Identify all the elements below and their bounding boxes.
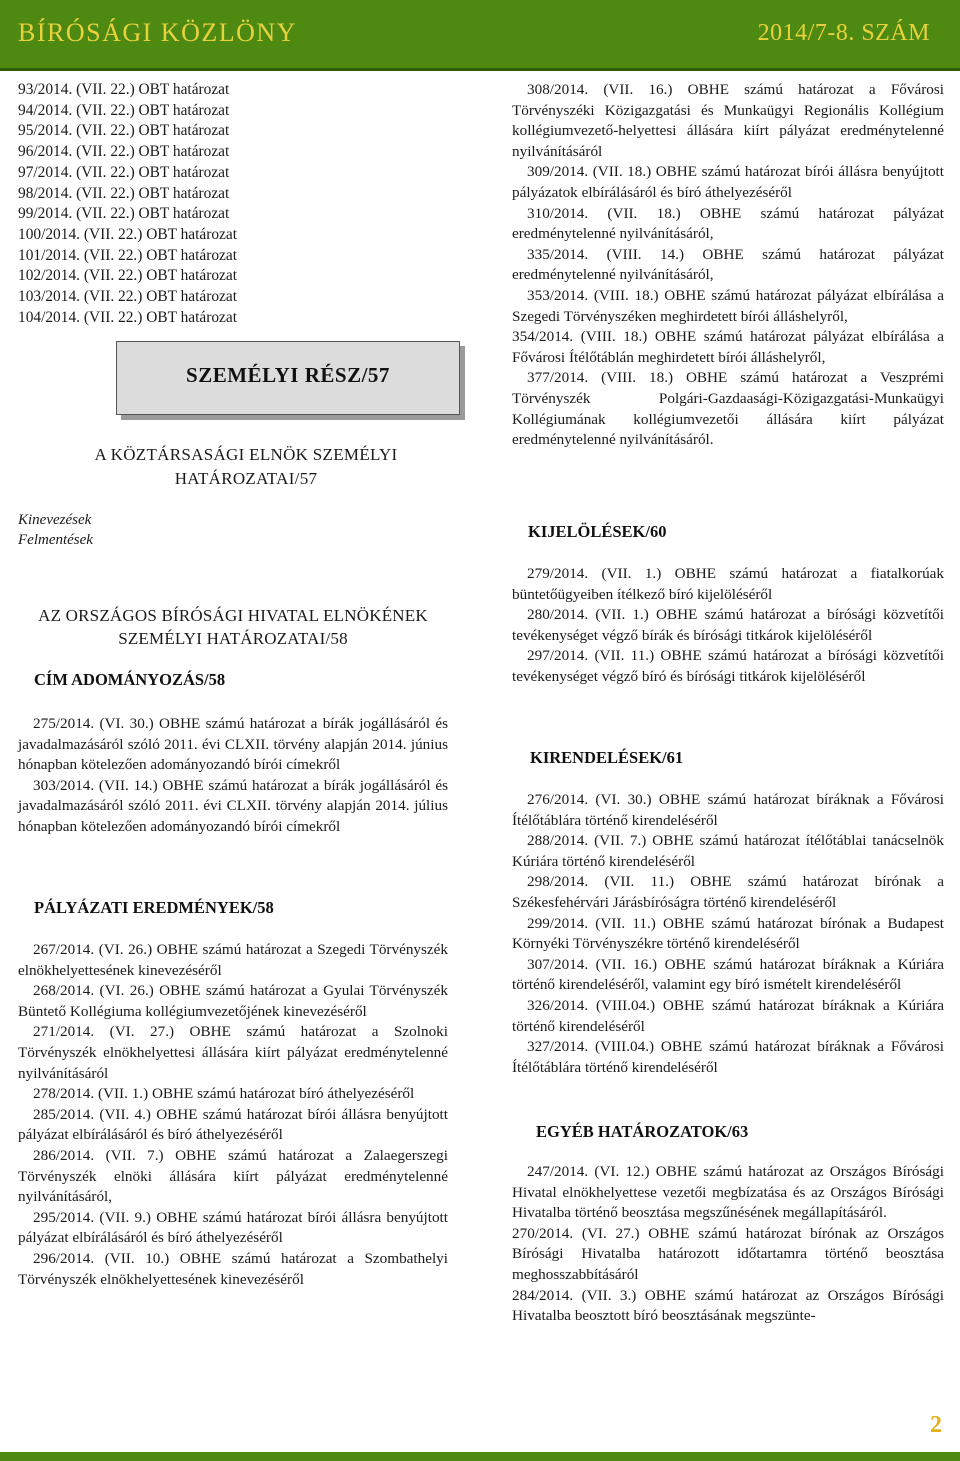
list-item: 310/2014. (VII. 18.) OBHE számú határozat pályázat eredménytelenné nyilvánításáról, — [512, 204, 944, 243]
president-heading-line-2: HATÁROZATAI/57 — [174, 469, 318, 488]
kijeloles-section-title: KIJELÖLÉSEK/60 — [528, 522, 667, 541]
list-item: 99/2014. (VII. 22.) OBT határozat — [18, 205, 230, 223]
page-number: 2 — [930, 1412, 942, 1438]
list-item: 377/2014. (VIII. 18.) OBHE számú határozat a Veszprémi Törvényszék Polgári-Gazdaasági-Közigazgatási-Munkaügyi Kollégiumának kollégiumvezetői állására kiírt pályázat eredménytelenné nyilvánításáról. — [512, 369, 944, 449]
list-item: 267/2014. (VI. 26.) OBHE számú határozat a Szegedi Törvényszék elnökhelyettesének kinevezéséről — [18, 941, 448, 979]
list-item: 278/2014. (VII. 1.) OBHE számú határozat bíró áthelyezéséről — [33, 1085, 415, 1103]
right-column — [512, 80, 944, 451]
palyazati-section-title: PÁLYÁZATI EREDMÉNYEK/58 — [34, 898, 274, 917]
obh-heading — [18, 604, 448, 650]
list-item: 296/2014. (VII. 10.) OBHE számú határozat a Szombathelyi Törvényszék elnökhelyettesének kinevezéséről — [18, 1249, 448, 1288]
top-entries — [512, 80, 944, 451]
list-item: 284/2014. (VII. 3.) OBHE számú határozat az Országos Bírósági Hivatalba beosztott bíró beosztásának megszünte- — [512, 1286, 944, 1325]
cim-section-title: CÍM ADOMÁNYOZÁS/58 — [34, 670, 226, 689]
list-item: 288/2014. (VII. 7.) OBHE számú határozat ítélőtáblai tanácselnök Kúriára történő kirendeléséről — [512, 832, 944, 870]
egyeb-entries — [512, 1162, 944, 1327]
list-item: 298/2014. (VII. 11.) OBHE számú határozat bírónak a Székesfehérvári Járásbíróságra történő kirendeléséről — [512, 873, 944, 911]
palyazati-entries — [18, 940, 448, 1290]
list-item: 268/2014. (VI. 26.) OBHE számú határozat a Gyulai Törvényszék Büntető Kollégiuma kollégiumvezetőjének kinevezéséről — [18, 982, 448, 1020]
list-item: 103/2014. (VII. 22.) OBT határozat — [18, 288, 237, 306]
kijeloles-entries — [512, 564, 944, 688]
list-item: 95/2014. (VII. 22.) OBT határozat — [18, 122, 230, 140]
list-item: 102/2014. (VII. 22.) OBT határozat — [18, 267, 237, 285]
list-item: 100/2014. (VII. 22.) OBT határozat — [18, 225, 237, 243]
obt-list — [18, 80, 448, 328]
list-item: 97/2014. (VII. 22.) OBT határozat — [18, 163, 230, 181]
egyeb-section-title: EGYÉB HATÁROZATOK/63 — [536, 1122, 749, 1141]
president-heading — [76, 443, 416, 491]
left-column — [18, 80, 448, 328]
publication-title: BÍRÓSÁGI KÖZLÖNY — [18, 18, 297, 47]
list-item: 275/2014. (VI. 30.) OBHE számú határozat a bírák jogállásáról és javadalmazásáról szóló 2011. évi CLXII. törvény alapján 2014. június hónapban kötelezően adományozandó bírói címekről — [18, 715, 448, 774]
list-item: 307/2014. (VII. 16.) OBHE számú határozat bíráknak a Kúriára történő kirendeléséről, valamint egy bíró ismételt kirendeléséről — [512, 955, 944, 994]
list-item: 295/2014. (VII. 9.) OBHE számú határozat bírói állásra benyújtott pályázat elbírálásáról és bíró áthelyezéséről — [18, 1208, 448, 1247]
list-item: 303/2014. (VII. 14.) OBHE számú határozat a bírák jogállásáról és javadalmazásáról szóló 2011. évi CLXII. törvény alapján 2014. július hónapban kötelezően adományozandó bírói címekről — [18, 776, 448, 835]
list-item: 286/2014. (VII. 7.) OBHE számú határozat a Zalaegerszegi Törvényszék elnöki állására kiírt pályázat eredménytelenné nyilvánításáról, — [18, 1146, 448, 1206]
footer-bar — [0, 1452, 960, 1461]
obh-heading-line-2: SZEMÉLYI HATÁROZATAI/58 — [118, 629, 348, 648]
header-bar — [0, 0, 960, 71]
section-box — [116, 341, 460, 415]
list-item: 326/2014. (VIII.04.) OBHE számú határozat bíráknak a Kúriára történő kirendeléséről — [512, 996, 944, 1035]
cim-entries — [18, 714, 448, 838]
side-label-dismissals: Felmentések — [18, 532, 93, 548]
section-box-title: SZEMÉLYI RÉSZ/57 — [186, 363, 390, 387]
list-item: 247/2014. (VI. 12.) OBHE számú határozat az Országos Bírósági Hivatal elnökhelyettese vezetői megbízatása és az Országos Bírósági Hivatalba történő beosztása megszűnésének megállapításáról. — [512, 1163, 944, 1222]
kirendeles-entries — [512, 790, 944, 1078]
president-heading-line-1: A KÖZTÁRSASÁGI ELNÖK SZEMÉLYI — [94, 445, 398, 464]
list-item: 353/2014. (VIII. 18.) OBHE számú határozat pályázat elbírálása a Szegedi Törvényszéken meghirdetett bírói álláshelyről, — [512, 286, 944, 325]
list-item: 280/2014. (VII. 1.) OBHE számú határozat a bírósági közvetítői tevékenységet végző bírák és bírósági titkárok kijelöléséről — [512, 606, 944, 644]
list-item: 98/2014. (VII. 22.) OBT határozat — [18, 184, 230, 202]
list-item: 309/2014. (VII. 18.) OBHE számú határozat bírói állásra benyújtott pályázatok elbírálásáról és bíró áthelyezéséről — [512, 163, 944, 201]
list-item: 271/2014. (VI. 27.) OBHE számú határozat a Szolnoki Törvényszék elnökhelyettesi állására kiírt pályázat eredménytelenné nyilvánításáról — [18, 1023, 448, 1082]
list-item: 276/2014. (VI. 30.) OBHE számú határozat bíráknak a Fővárosi Ítélőtáblára történő kirendeléséről — [512, 791, 944, 829]
list-item: 297/2014. (VII. 11.) OBHE számú határozat a bírósági közvetítői tevékenységet végző bíró és bírósági titkárok kijelöléséről — [512, 647, 944, 685]
list-item: 96/2014. (VII. 22.) OBT határozat — [18, 143, 230, 161]
kirendeles-section-title: KIRENDELÉSEK/61 — [530, 748, 684, 767]
side-label-appointments: Kinevezések — [18, 512, 92, 528]
list-item: 94/2014. (VII. 22.) OBT határozat — [18, 101, 230, 119]
list-item: 285/2014. (VII. 4.) OBHE számú határozat bírói állásra benyújtott pályázat elbírálásáról és bíró áthelyezéséről — [18, 1105, 448, 1144]
list-item: 354/2014. (VIII. 18.) OBHE számú határozat pályázat elbírálása a Fővárosi Ítélőtáblán meghirdetett bírói álláshelyről, — [512, 328, 944, 366]
list-item: 335/2014. (VIII. 14.) OBHE számú határozat pályázat eredménytelenné nyilvánításáról, — [512, 245, 944, 284]
list-item: 299/2014. (VII. 11.) OBHE számú határozat bírónak a Budapest Környéki Törvényszékre történő kirendeléséről — [512, 914, 944, 953]
list-item: 93/2014. (VII. 22.) OBT határozat — [18, 81, 230, 98]
list-item: 270/2014. (VI. 27.) OBHE számú határozat bírónak az Országos Bírósági Hivatalba határozott időtartamra történő beosztása meghosszabbításáról — [512, 1224, 944, 1283]
list-item: 104/2014. (VII. 22.) OBT határozat — [18, 308, 237, 326]
list-item: 308/2014. (VII. 16.) OBHE számú határozat a Fővárosi Törvényszéki Közigazgatási és Munkaügyi Regionális Kollégium kollégiumvezető-helyettesi állására kiírt pályázat eredménytelenné nyilvánításáról — [512, 81, 944, 160]
list-item: 327/2014. (VIII.04.) OBHE számú határozat bíráknak a Fővárosi Ítélőtáblára történő kirendeléséről — [512, 1038, 944, 1076]
issue-number: 2014/7-8. SZÁM — [757, 20, 930, 46]
obh-heading-line-1: AZ ORSZÁGOS BÍRÓSÁGI HIVATAL ELNÖKÉNEK — [38, 606, 428, 625]
list-item: 101/2014. (VII. 22.) OBT határozat — [18, 246, 237, 264]
list-item: 279/2014. (VII. 1.) OBHE számú határozat a fiatalkorúak büntetőügyeiben ítélkező bíró kijelöléséről — [512, 565, 944, 603]
